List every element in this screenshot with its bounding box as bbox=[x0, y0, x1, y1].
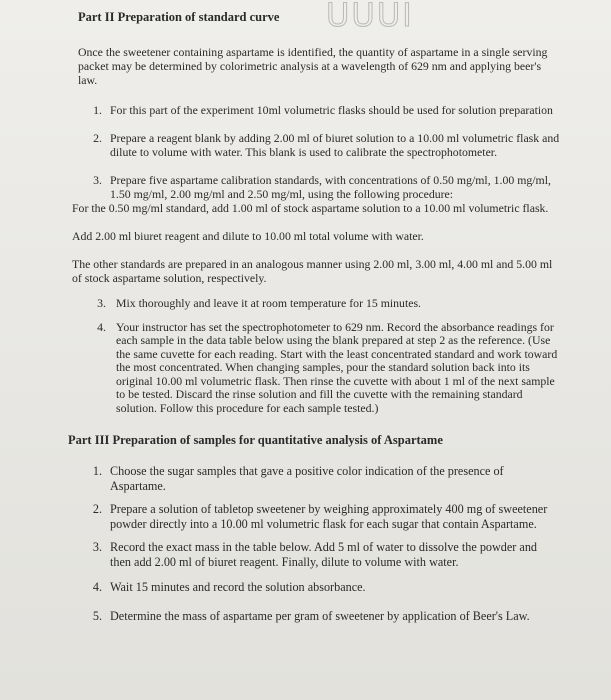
step-text: For this part of the experiment 10ml volumetric flasks should be used for solution preparation bbox=[110, 103, 553, 117]
step-number: 5. bbox=[92, 609, 102, 623]
step-number: 1. bbox=[92, 464, 102, 478]
step-text: Mix thoroughly and leave it at room temperature for 15 minutes. bbox=[116, 296, 422, 310]
step-text: Prepare a reagent blank by adding 2.00 ml of biuret solution to a 10.00 ml volumetric flask and dilute to volume with water. This blank is used to calibrate the spectrophotometer. bbox=[110, 131, 560, 159]
list-item bbox=[78, 131, 561, 159]
step-number: 4. bbox=[97, 319, 106, 334]
list-item bbox=[78, 173, 561, 201]
list-item bbox=[78, 540, 561, 570]
watermark: UUUI bbox=[326, 0, 414, 34]
step-number: 3. bbox=[93, 173, 102, 187]
list-item bbox=[78, 580, 561, 595]
step-number: 1. bbox=[93, 103, 102, 117]
list-item bbox=[78, 609, 561, 624]
list-item bbox=[78, 321, 561, 416]
step-number: 3. bbox=[97, 296, 106, 310]
step-text: Record the exact mass in the table below. Add 5 ml of water to dissolve the powder and then add 2.00 ml of biuret reagent. Finally, dilute to volume with water. bbox=[110, 540, 538, 569]
part2-steps bbox=[78, 103, 561, 201]
part2-steps-continued bbox=[78, 297, 561, 415]
step-text: Your instructor has set the spectrophotometer to 629 nm. Record the absorbance readings for each sample in the data table below using the blank prepared at step 2 as the reference. (Use the same cuvette for each reading. Start with the least concentrated standard and work toward the most concentrated. When changing samples, pour the standard solution back into its original 10.00 ml volumetric flask. Then rinse the cuvette with about 1 ml of the next sample to be tested. Discard the rinse solution and fill the cuvette with the remaining standard solution. Follow this procedure for each sample tested.) bbox=[116, 319, 558, 415]
list-item bbox=[78, 103, 561, 117]
step-text: Prepare five aspartame calibration standards, with concentrations of 0.50 mg/ml, 1.00 mg/ml, 1.50 mg/ml, 2.00 mg/ml and 2.50 mg/ml, using the following procedure: bbox=[110, 173, 551, 201]
part2-intro: Once the sweetener containing aspartame is identified, the quantity of aspartame in a single serving packet may be determined by colorimetric analysis at a wavelength of 629 nm and applying beer's law. bbox=[78, 45, 548, 87]
biuret-instruction-text: Add 2.00 ml biuret reagent and dilute to 10.00 ml total volume with water. bbox=[72, 229, 424, 243]
step-number: 2. bbox=[92, 502, 102, 516]
list-item bbox=[78, 502, 561, 532]
step-text: Determine the mass of aspartame per gram of sweetener by application of Beer's Law. bbox=[110, 609, 530, 623]
step-text: Choose the sugar samples that gave a positive color indication of the presence of Aspartame. bbox=[110, 464, 504, 493]
part3-heading: Part III Preparation of samples for quantitative analysis of Aspartame bbox=[68, 433, 443, 447]
part2-heading: Part II Preparation of standard curve bbox=[78, 10, 280, 24]
step-number: 2. bbox=[93, 131, 102, 145]
list-item bbox=[78, 297, 561, 311]
step-text: Prepare a solution of tabletop sweetener by weighing approximately 400 mg of sweetener powder directly into a 10.00 ml volumetric flask for each sugar that contain Aspartame. bbox=[110, 502, 548, 531]
step-number: 4. bbox=[92, 580, 102, 594]
list-item bbox=[78, 464, 561, 494]
standard-procedure-text: For the 0.50 mg/ml standard, add 1.00 ml of stock aspartame solution to a 10.00 ml volumetric flask. bbox=[72, 201, 549, 215]
step-text: Wait 15 minutes and record the solution absorbance. bbox=[110, 580, 366, 594]
part3-steps bbox=[78, 464, 561, 624]
other-standards-text: The other standards are prepared in an analogous manner using 2.00 ml, 3.00 ml, 4.00 ml and 5.00 ml of stock aspartame solution, respectively. bbox=[72, 257, 553, 285]
step-number: 3. bbox=[92, 540, 102, 554]
